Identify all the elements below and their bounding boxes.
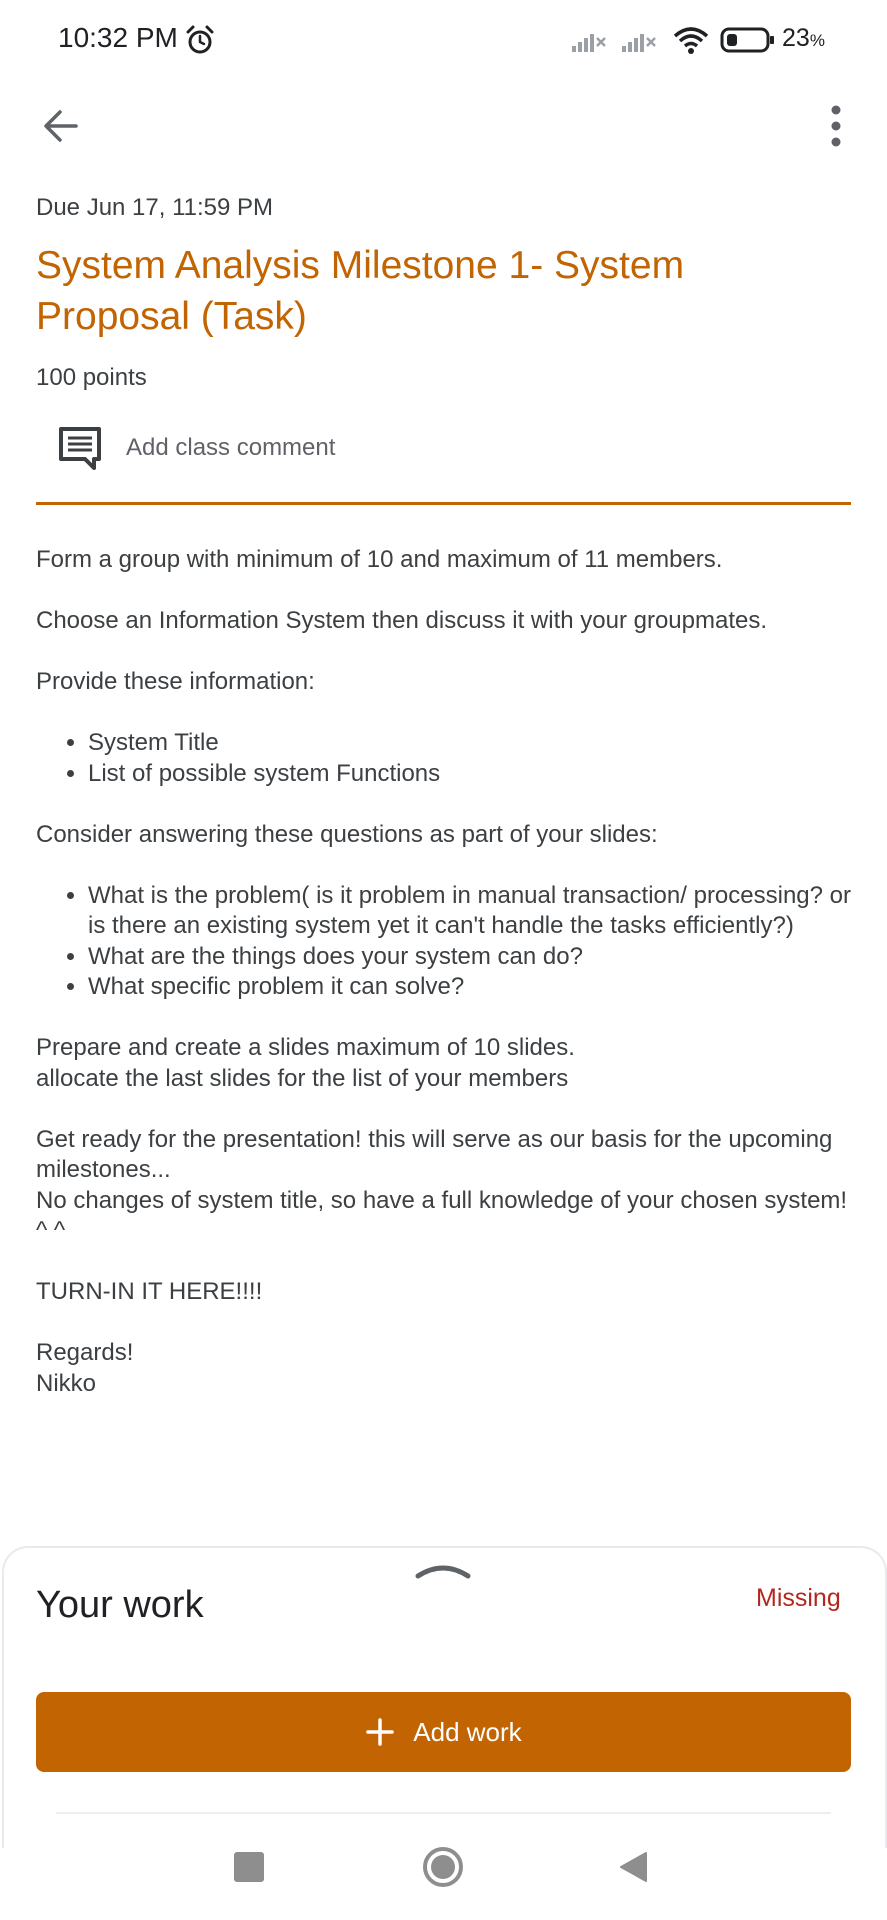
- description-paragraph: TURN-IN IT HERE!!!!: [36, 1278, 263, 1305]
- list-item: • List of possible system Functions: [88, 759, 856, 790]
- description-line: Get ready for the presentation! this will serve as our basis for the upcoming milestones...: [36, 1125, 833, 1183]
- comment-icon: [56, 424, 104, 472]
- plus-icon: [365, 1717, 395, 1747]
- add-class-comment-button[interactable]: [36, 418, 856, 484]
- list-item: • What specific problem it can solve?: [88, 972, 856, 1003]
- arrow-back-icon[interactable]: [36, 100, 88, 152]
- description-paragraph: [36, 1125, 856, 1247]
- description-line: Regards!: [36, 1339, 134, 1366]
- status-time: 10:32 PM: [58, 22, 178, 53]
- description-paragraph: [36, 1338, 856, 1399]
- list-item: • What are the things does your system can do?: [88, 942, 856, 973]
- wifi-icon: [672, 24, 710, 56]
- description-line: allocate the last slides for the list of your members: [36, 1064, 569, 1092]
- description-paragraph: [36, 1033, 856, 1094]
- chevron-up-icon[interactable]: [412, 1560, 474, 1582]
- questions-list: [36, 881, 856, 1003]
- assignment-title: System Analysis Milestone 1- System Proposal (Task): [36, 244, 685, 338]
- recents-icon[interactable]: [234, 1852, 264, 1882]
- accent-divider: [36, 502, 851, 505]
- description-paragraph: Consider answering these questions as part of your slides:: [36, 820, 658, 848]
- description-paragraph: Provide these information:: [36, 668, 315, 695]
- alarm-icon: [184, 24, 216, 56]
- back-icon[interactable]: [618, 1850, 648, 1884]
- add-class-comment-label: Add class comment: [126, 434, 336, 461]
- battery-value: 23: [782, 24, 810, 52]
- list-item: • System Title: [88, 728, 856, 759]
- more-vert-icon[interactable]: [816, 100, 856, 152]
- home-icon[interactable]: [422, 1846, 464, 1888]
- description-line: Nikko: [36, 1369, 97, 1397]
- missing-status-badge: Missing: [756, 1584, 841, 1612]
- battery-percent: [782, 24, 825, 53]
- signal-no-service-icon: [620, 28, 658, 54]
- signal-no-service-icon: [570, 28, 608, 54]
- list-item: • What is the problem( is it problem in manual transaction/ processing? or is there an existing system yet it can't handle the tasks efficiently?): [88, 881, 856, 942]
- description-paragraph: Form a group with minimum of 10 and maximum of 11 members.: [36, 546, 723, 573]
- description-line: Prepare and create a slides maximum of 10 slides.: [36, 1034, 575, 1061]
- your-work-title: Your work: [36, 1584, 204, 1626]
- status-bar: [0, 0, 887, 80]
- description-paragraph: Choose an Information System then discuss it with your groupmates.: [36, 607, 768, 634]
- battery-icon: [720, 26, 776, 54]
- points-label: 100 points: [36, 364, 147, 391]
- due-date: Due Jun 17, 11:59 PM: [36, 194, 274, 221]
- sheet-divider: [56, 1812, 831, 1814]
- description-line: No changes of system title, so have a full knowledge of your chosen system! ^ ^: [36, 1186, 848, 1244]
- information-list: [36, 728, 856, 789]
- battery-unit: %: [809, 31, 825, 50]
- add-work-button[interactable]: [36, 1692, 851, 1772]
- add-work-label: Add work: [413, 1716, 522, 1747]
- assignment-description: [36, 545, 856, 1430]
